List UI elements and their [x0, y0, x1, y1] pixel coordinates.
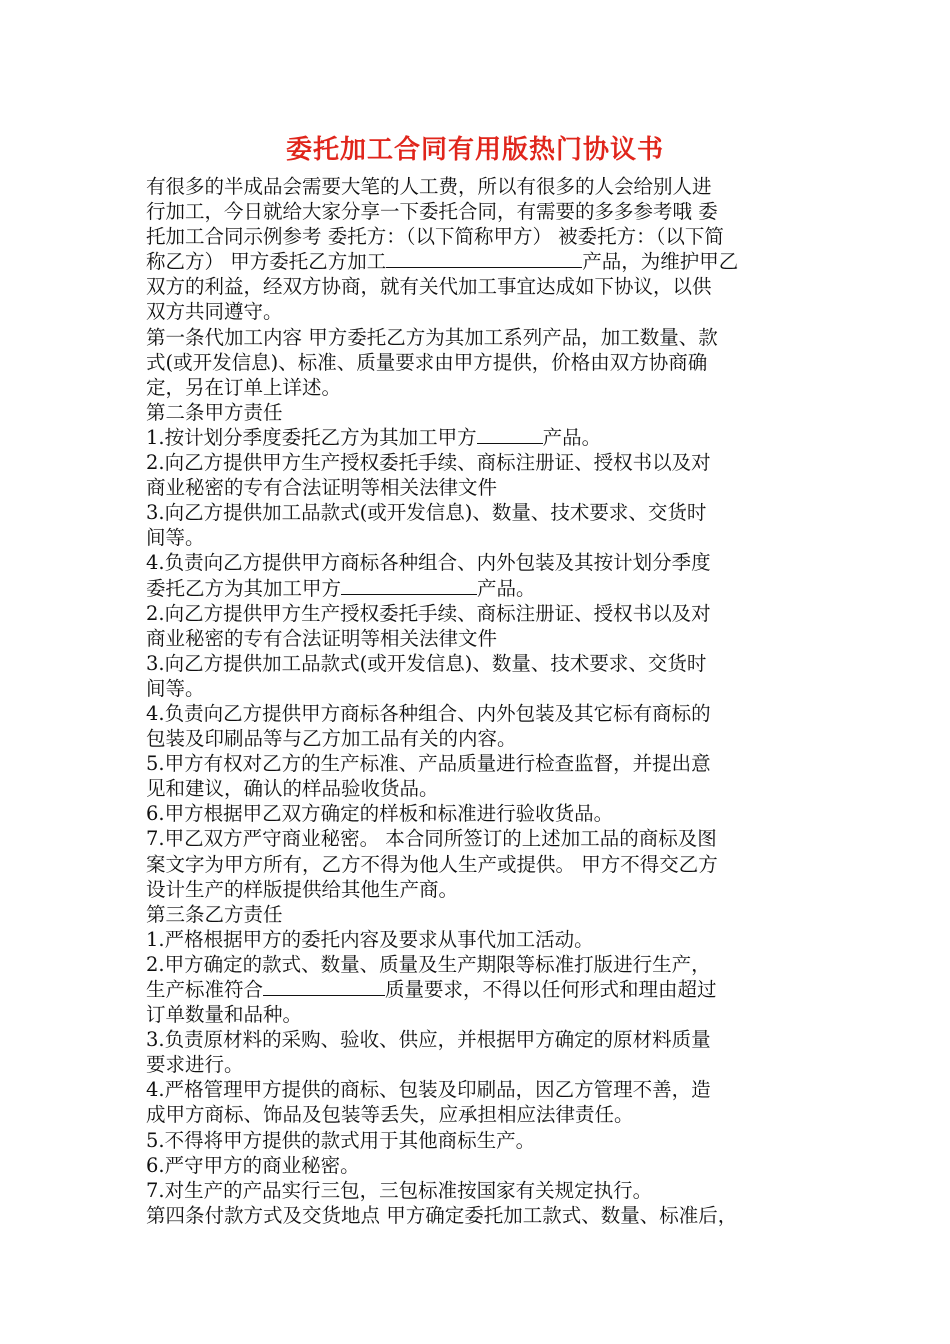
document-title: 委托加工合同有用版热门协议书 — [285, 135, 664, 165]
text-line: 有很多的半成品会需要大笔的人工费，所以有很多的人会给别人进 — [146, 175, 712, 198]
text-line: 2.向乙方提供甲方生产授权委托手续、商标注册证、授权书以及对 — [146, 601, 711, 625]
text-line: 双方的利益，经双方协商，就有关代加工事宜达成如下协议，以供 — [146, 275, 712, 299]
text-line: 双方共同遵守。 — [146, 300, 283, 324]
text-line: 6.甲方根据甲乙双方确定的样板和标准进行验收货品。 — [146, 802, 614, 826]
text-line: 5.甲方有权对乙方的生产标准、产品质量进行检查监督，并提出意 — [146, 752, 711, 776]
section-heading: 第三条乙方责任 — [146, 902, 283, 926]
text-line: 委托乙方为其加工甲方 产品。 — [146, 576, 536, 600]
text-line: 间等。 — [146, 676, 205, 700]
text-line: 生产标准符合 质量要求，不得以任何形式和理由超过 — [146, 978, 717, 1001]
text-line: 3.向乙方提供加工品款式(或开发信息)、数量、技术要求、交货时 — [146, 501, 707, 525]
text-line: 4.严格管理甲方提供的商标、包装及印刷品，因乙方管理不善，造 — [146, 1078, 711, 1102]
text-line: 称乙方） 甲方委托乙方加工 产品，为维护甲乙 — [146, 250, 739, 274]
text-line: 商业秘密的专有合法证明等相关法律文件 — [146, 476, 498, 500]
text-line: 4.负责向乙方提供甲方商标各种组合、内外包装及其它标有商标的 — [146, 701, 711, 725]
text-line: 7.对生产的产品实行三包，三包标准按国家有关规定执行。 — [146, 1178, 653, 1202]
text-line: 2.甲方确定的款式、数量、质量及生产期限等标准打版进行生产， — [146, 952, 711, 976]
text-line: 见和建议，确认的样品验收货品。 — [146, 777, 439, 801]
text-line: 要求进行。 — [146, 1053, 244, 1077]
text-line: 式(或开发信息)、标准、质量要求由甲方提供，价格由双方协商确 — [146, 350, 708, 374]
text-line: 3.负责原材料的采购、验收、供应，并根据甲方确定的原材料质量 — [146, 1028, 711, 1052]
text-line: 定，另在订单上详述。 — [146, 375, 342, 399]
text-line: 5.不得将甲方提供的款式用于其他商标生产。 — [146, 1128, 536, 1152]
text-line: 4.负责向乙方提供甲方商标各种组合、内外包装及其按计划分季度 — [146, 551, 711, 575]
fill-in-blank — [263, 977, 385, 996]
section-heading: 第二条甲方责任 — [146, 400, 283, 424]
fill-in-blank — [477, 425, 543, 444]
text-line: 6.严守甲方的商业秘密。 — [146, 1153, 360, 1177]
fill-in-blank — [341, 576, 477, 595]
text-line: 7.甲乙双方严守商业秘密。 本合同所签订的上述加工品的商标及图 — [146, 827, 717, 851]
text-line: 2.向乙方提供甲方生产授权委托手续、商标注册证、授权书以及对 — [146, 451, 711, 475]
text-line: 商业秘密的专有合法证明等相关法律文件 — [146, 626, 498, 650]
text-line: 1.按计划分季度委托乙方为其加工甲方 产品。 — [146, 425, 602, 449]
section-heading: 第四条付款方式及交货地点 甲方确定委托加工款式、数量、标准后， — [146, 1203, 738, 1227]
text-line: 包装及印刷品等与乙方加工品有关的内容。 — [146, 727, 517, 751]
text-line: 成甲方商标、饰品及包装等丢失，应承担相应法律责任。 — [146, 1103, 634, 1127]
fill-in-blank — [386, 249, 582, 268]
text-line: 3.向乙方提供加工品款式(或开发信息)、数量、技术要求、交货时 — [146, 651, 707, 675]
text-line: 行加工，今日就给大家分享一下委托合同，有需要的多多参考哦 委 — [146, 200, 718, 224]
text-line: 订单数量和品种。 — [146, 1003, 303, 1027]
text-line: 托加工合同示例参考 委托方：（以下简称甲方） 被委托方：（以下简 — [146, 225, 724, 249]
document-body — [146, 174, 810, 1228]
text-line: 间等。 — [146, 526, 205, 550]
text-line: 设计生产的样版提供给其他生产商。 — [146, 877, 459, 901]
text-line: 案文字为甲方所有，乙方不得为他人生产或提供。 甲方不得交乙方 — [146, 852, 718, 876]
text-line: 1.严格根据甲方的委托内容及要求从事代加工活动。 — [146, 927, 594, 951]
text-line: 第一条代加工内容 甲方委托乙方为其加工系列产品，加工数量、款 — [146, 325, 718, 349]
